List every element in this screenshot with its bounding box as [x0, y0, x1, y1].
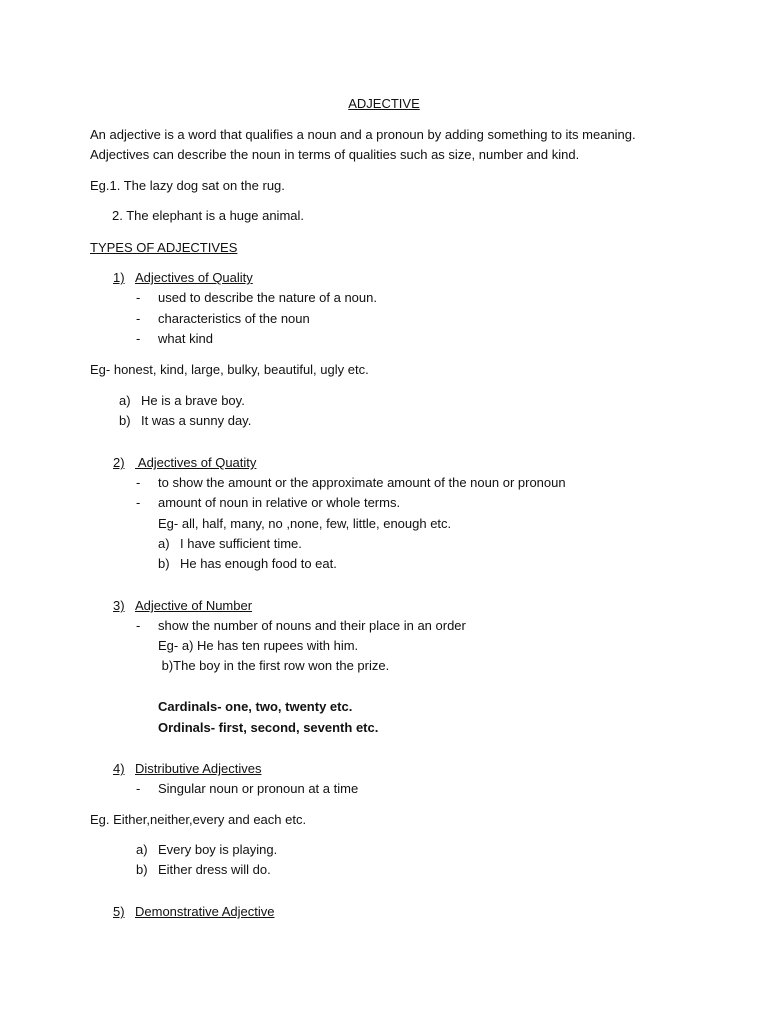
example-marker: b): [136, 862, 148, 877]
example-2: 2. The elephant is a huge animal.: [112, 208, 305, 223]
example-item: [136, 842, 277, 858]
bullet-text: used to describe the nature of a noun.: [158, 290, 377, 305]
section-title: Distributive Adjectives: [135, 761, 262, 776]
section-heading-distributive: [113, 761, 261, 777]
bullet-dash: -: [136, 475, 141, 490]
section-title: Demonstrative Adjective: [135, 904, 275, 919]
example-item: [136, 862, 271, 878]
number-eg-2: b)The boy in the first row won the prize.: [158, 658, 390, 673]
bullet-text: characteristics of the noun: [158, 311, 310, 326]
section-number: 1): [113, 270, 125, 285]
section-number: 4): [113, 761, 125, 776]
example-marker: b): [119, 413, 131, 428]
bullet-text: to show the amount or the approximate amount of the noun or pronoun: [158, 475, 566, 490]
page-title: ADJECTIVE: [348, 96, 420, 111]
example-marker: a): [136, 842, 148, 857]
section-heading-quantity: [113, 455, 256, 471]
bullet-dash: -: [136, 781, 141, 796]
section-number: 2): [113, 455, 125, 470]
example-text: I have sufficient time.: [180, 536, 302, 551]
bullet-dash: -: [136, 311, 141, 326]
section-title: Adjectives of Quality: [135, 270, 253, 285]
example-text: Either dress will do.: [158, 862, 271, 877]
bullet-text: Singular noun or pronoun at a time: [158, 781, 359, 796]
section-title: Adjectives of Quatity: [135, 455, 257, 470]
bullet-text: amount of noun in relative or whole terms.: [158, 495, 401, 510]
example-marker: a): [158, 536, 170, 551]
bullet-dash: -: [136, 290, 141, 305]
section-number: 3): [113, 598, 125, 613]
example-text: It was a sunny day.: [141, 413, 252, 428]
example-text: He has enough food to eat.: [180, 556, 337, 571]
section-number: 5): [113, 904, 125, 919]
number-eg-1: Eg- a) He has ten rupees with him.: [158, 638, 359, 653]
ordinals-line: Ordinals- first, second, seventh etc.: [158, 720, 379, 735]
section-heading-demonstrative: [113, 904, 274, 920]
section-heading-number: [113, 598, 252, 614]
example-item: [119, 393, 245, 409]
quality-eg: Eg- honest, kind, large, bulky, beautiful, ugly etc.: [90, 362, 369, 377]
distributive-eg: Eg. Either,neither,every and each etc.: [90, 812, 307, 827]
example-text: Every boy is playing.: [158, 842, 278, 857]
types-heading: TYPES OF ADJECTIVES: [90, 240, 238, 255]
example-marker: a): [119, 393, 131, 408]
bullet-dash: -: [136, 331, 141, 346]
example-item: [158, 536, 302, 552]
example-1: Eg.1. The lazy dog sat on the rug.: [90, 178, 285, 193]
cardinals-line: Cardinals- one, two, twenty etc.: [158, 699, 353, 714]
example-item: [119, 413, 251, 429]
section-heading-quality: [113, 270, 253, 286]
section-title: Adjective of Number: [135, 598, 253, 613]
example-marker: b): [158, 556, 170, 571]
intro-line-1: An adjective is a word that qualifies a noun and a pronoun by adding something to its meaning.: [90, 127, 636, 142]
example-item: [158, 556, 337, 572]
quantity-eg: Eg- all, half, many, no ,none, few, little, enough etc.: [158, 516, 452, 531]
bullet-dash: -: [136, 618, 141, 633]
bullet-dash: -: [136, 495, 141, 510]
bullet-text: what kind: [158, 331, 213, 346]
intro-line-2: Adjectives can describe the noun in terms of qualities such as size, number and kind.: [90, 147, 580, 162]
bullet-text: show the number of nouns and their place in an order: [158, 618, 466, 633]
example-text: He is a brave boy.: [141, 393, 245, 408]
